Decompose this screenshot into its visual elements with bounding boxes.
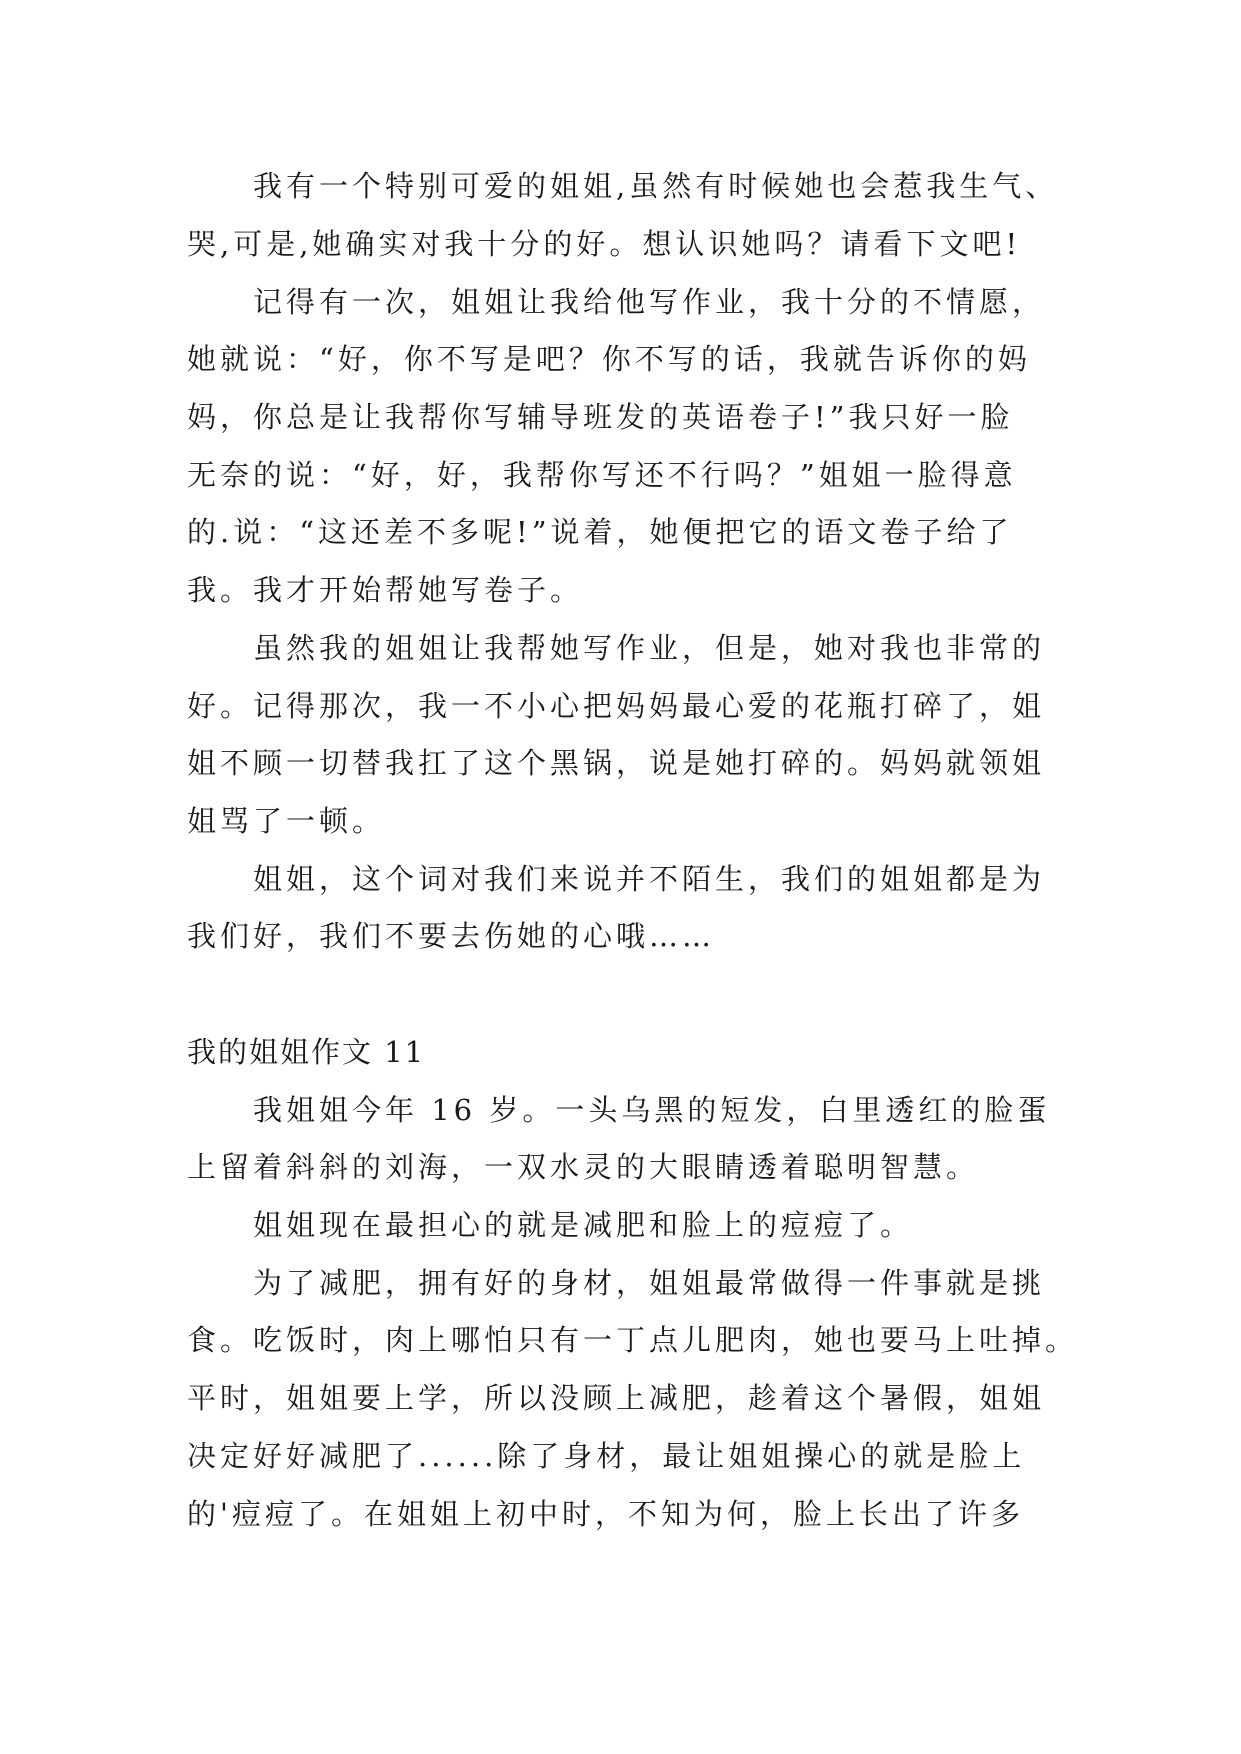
paragraph-3-line-1: 虽然我的姐姐让我帮她写作业，但是，她对我也非常的 [253, 631, 1046, 665]
paragraph-4-line-1: 姐姐，这个词对我们来说并不陌生，我们的姐姐都是为 [253, 862, 1046, 896]
paragraph-6-line-1: 姐姐现在最担心的就是减肥和脸上的痘痘了。 [253, 1208, 914, 1242]
paragraph-7-line-1: 为了减肥，拥有好的身材，姐姐最常做得一件事就是挑 [253, 1266, 1046, 1300]
paragraph-3-line-2: 好。记得那次，我一不小心把妈妈最心爱的花瓶打碎了，姐 [187, 689, 1046, 723]
essay-title: 我的姐姐作文 11 [187, 1035, 426, 1069]
paragraph-2-line-4: 无奈的说：“好，好，我帮你写还不行吗？”姐姐一脸得意 [187, 458, 1017, 492]
paragraph-7-line-3: 平时，姐姐要上学，所以没顾上减肥，趁着这个暑假，姐姐 [187, 1381, 1046, 1415]
paragraph-2-line-1: 记得有一次，姐姐让我给他写作业，我十分的不情愿， [253, 285, 1046, 319]
paragraph-7-line-5: 的'痘痘了。在姐姐上初中时，不知为何，脸上长出了许多 [187, 1497, 1024, 1531]
paragraph-5-line-1: 我姐姐今年 16 岁。一头乌黑的短发，白里透红的脸蛋 [253, 1093, 1051, 1127]
paragraph-2-line-6: 我。我才开始帮她写卷子。 [187, 573, 584, 607]
paragraph-1-line-2: 哭,可是,她确实对我十分的好。想认识她吗？请看下文吧! [187, 227, 1022, 261]
paragraph-7-line-2: 食。吃饭时，肉上哪怕只有一丁点儿肥肉，她也要马上吐掉。 [187, 1323, 1079, 1357]
paragraph-3-line-4: 姐骂了一顿。 [187, 804, 386, 838]
paragraph-4-line-2: 我们好，我们不要去伤她的心哦…… [187, 919, 716, 953]
paragraph-2-line-2: 她就说：“好，你不写是吧？你不写的话，我就告诉你的妈 [187, 342, 1031, 376]
paragraph-2-line-3: 妈，你总是让我帮你写辅导班发的英语卷子!”我只好一脸 [187, 400, 1014, 434]
paragraph-1-line-1: 我有一个特别可爱的姐姐,虽然有时候她也会惹我生气、 [253, 169, 1059, 203]
paragraph-2-line-5: 的.说：“这还差不多呢!”说着，她便把它的语文卷子给了 [187, 515, 1013, 549]
paragraph-5-line-2: 上留着斜斜的刘海，一双水灵的大眼睛透着聪明智慧。 [187, 1150, 980, 1184]
paragraph-7-line-4: 决定好好减肥了......除了身材，最让姐姐操心的就是脸上 [187, 1439, 1026, 1473]
paragraph-3-line-3: 姐不顾一切替我扛了这个黑锅，说是她打碎的。妈妈就领姐 [187, 746, 1046, 780]
